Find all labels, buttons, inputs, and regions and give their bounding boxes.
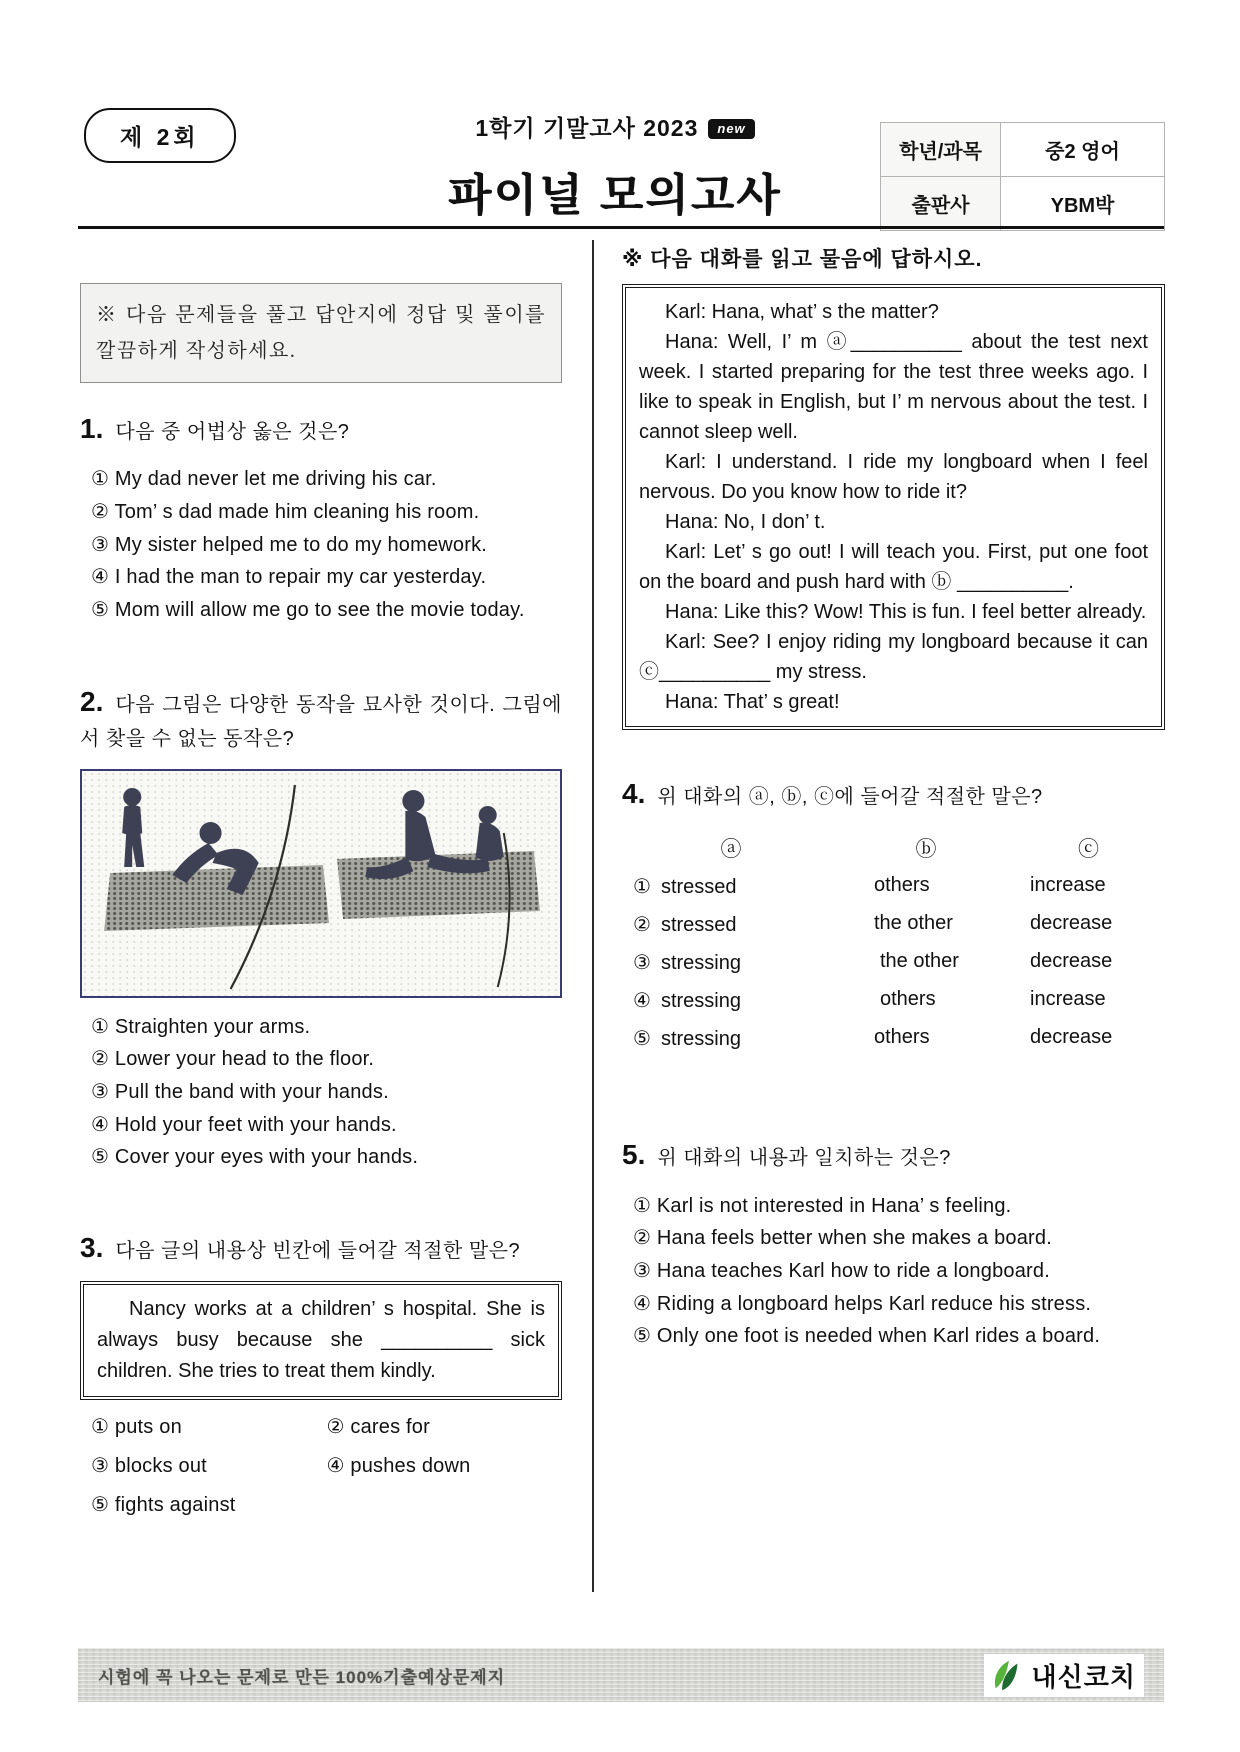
question-number: 4. [622,778,646,809]
answer-option: ① Straighten your arms. [91,1015,311,1038]
exam-subtitle: 1학기 기말고사 2023 [475,115,699,141]
right-column [622,243,1165,1353]
instruction-box: ※ 다음 문제들을 풀고 답안지에 정답 및 풀이를 깔끔하게 작성하세요. [80,283,562,383]
answer-option [622,912,1165,937]
footer-strip [78,1648,1164,1702]
question-prompt: 다음 글의 내용상 빈칸에 들어갈 적절한 말은? [115,1239,521,1262]
question-prompt: 위 대화의 내용과 일치하는 것은? [657,1147,951,1170]
option-number: ① [633,876,651,899]
option-number: ⑤ [633,1028,651,1051]
dialogue-line: Hana: No, I don’ t. [665,511,826,533]
exercise-illustration [80,769,562,998]
section-instruction: ※ 다음 대화를 읽고 물음에 답하시오. [622,248,983,271]
answer-option: ④ I had the man to repair my car yesterday. [91,566,487,589]
brand-name: 내신코치 [1031,1661,1136,1692]
new-badge: new [708,119,754,139]
option-b: the other [880,950,959,973]
question-number: 3. [80,1231,104,1263]
header-divider [78,226,1164,229]
dialogue-line: Hana: That’ s great! [665,691,840,713]
answer-option [622,950,1165,975]
leaf-logo-icon [988,1658,1026,1692]
answer-option: ⑤ Cover your eyes with your hands. [91,1146,419,1169]
answer-option: ④ pushes down [326,1455,471,1478]
option-c: increase [1030,988,1106,1011]
header-center [355,110,875,223]
column-divider [592,240,594,1592]
dialogue-line: Hana: Like this? Wow! This is fun. I feel better already. [665,601,1147,623]
passage-box [80,1281,562,1400]
option-b: the other [874,912,953,935]
dialogue-line: Karl: See? I enjoy riding my longboard because it can ⓒ__________ my stress. [639,631,1148,683]
col-header-a: ⓐ [720,838,742,862]
info-label-grade-subject: 학년/과목 [881,123,1001,177]
option-number: ② [633,914,651,937]
dialogue-line: Karl: Hana, what’ s the matter? [665,301,939,323]
answer-option: ① Karl is not interested in Hana’ s feeling. [633,1194,1012,1217]
info-value-publisher: YBM박 [1001,177,1165,231]
option-c: decrease [1030,912,1113,935]
option-c: decrease [1030,950,1113,973]
col-header-c: ⓒ [1078,838,1099,862]
option-c: increase [1030,874,1106,897]
answer-option [622,988,1165,1013]
option-a: stressing [660,990,741,1013]
answer-option: ③ Pull the band with your hands. [91,1080,389,1103]
question-number: 5. [622,1139,646,1171]
answer-option: ④ Hold your feet with your hands. [91,1113,397,1136]
option-c: decrease [1030,1026,1113,1049]
answer-option [622,1026,1165,1051]
dialogue-box [622,284,1165,730]
option-number: ③ [633,952,651,975]
answer-option: ⑤ Mom will allow me go to see the movie today. [91,598,525,621]
option-a: stressed [660,914,737,937]
left-column [80,283,562,1520]
answer-option: ⑤ fights against [91,1494,236,1517]
answer-option: ② Tom’ s dad made him cleaning his room. [91,500,480,523]
answer-option: ③ blocks out [91,1455,207,1478]
answer-option: ① puts on [91,1416,182,1439]
answer-option: ⑤ Only one foot is needed when Karl rides a board. [633,1325,1101,1348]
question-number: 2. [80,686,104,718]
question-5 [622,1133,1165,1352]
exam-info-table [880,122,1165,231]
table-row [881,177,1165,231]
exam-title: 파이널 모의고사 [448,171,782,220]
option-b: others [880,988,936,1011]
question-4 [622,772,1165,1051]
question-number: 1. [80,413,104,444]
brand-logo [984,1654,1144,1697]
answer-option: ① My dad never let me driving his car. [91,468,437,491]
info-value-grade-subject: 중2 영어 [1001,123,1165,177]
question-1 [80,407,562,626]
answer-option: ② cares for [326,1416,430,1439]
table-row [881,123,1165,177]
option-b: others [874,1026,930,1049]
question-prompt: 다음 그림은 다양한 동작을 묘사한 것이다. 그림에서 찾을 수 없는 동작은? [80,694,562,750]
dialogue-line: Hana: Well, I’ m ⓐ__________ about the test next week. I started preparing for the test three weeks ago. I like to speak in English, but I’ m nervous about the test. I cannot sleep well. [639,331,1148,443]
footer-tagline: 시험에 꼭 나오는 문제로 만든 100%기출예상문제지 [98,1667,506,1687]
round-badge: 제 2회 [84,108,236,163]
answer-option: ④ Riding a longboard helps Karl reduce his stress. [633,1292,1092,1315]
answer-option: ③ My sister helped me to do my homework. [91,533,488,556]
choice-table-header [622,833,1165,863]
dialogue-line: Karl: I understand. I ride my longboard when I feel nervous. Do you know how to ride it? [639,451,1148,503]
option-a: stressing [660,952,741,975]
question-prompt: 다음 중 어법상 옳은 것은? [115,421,350,443]
answer-option: ② Hana feels better when she makes a board. [633,1227,1052,1250]
option-a: stressing [660,1028,741,1051]
dialogue-line: Karl: Let’ s go out! I will teach you. First, put one foot on the board and push hard with ⓑ __________. [639,541,1148,593]
question-2 [80,680,562,1173]
answer-choice-table [622,833,1165,1051]
answer-option: ③ Hana teaches Karl how to ride a longboard. [633,1259,1050,1282]
info-label-publisher: 출판사 [881,177,1001,231]
col-header-b: ⓑ [915,838,937,862]
answer-option: ② Lower your head to the floor. [91,1048,375,1071]
question-prompt: 위 대화의 ⓐ, ⓑ, ⓒ에 들어갈 적절한 말은? [657,786,1043,808]
passage-text: Nancy works at a children’ s hospital. She is always busy because she __________ sick children. She tries to treat them kindly. [97,1298,545,1383]
option-number: ④ [633,990,651,1013]
question-3 [80,1226,562,1520]
option-b: others [874,874,930,897]
option-a: stressed [660,876,737,899]
answer-option [622,874,1165,899]
